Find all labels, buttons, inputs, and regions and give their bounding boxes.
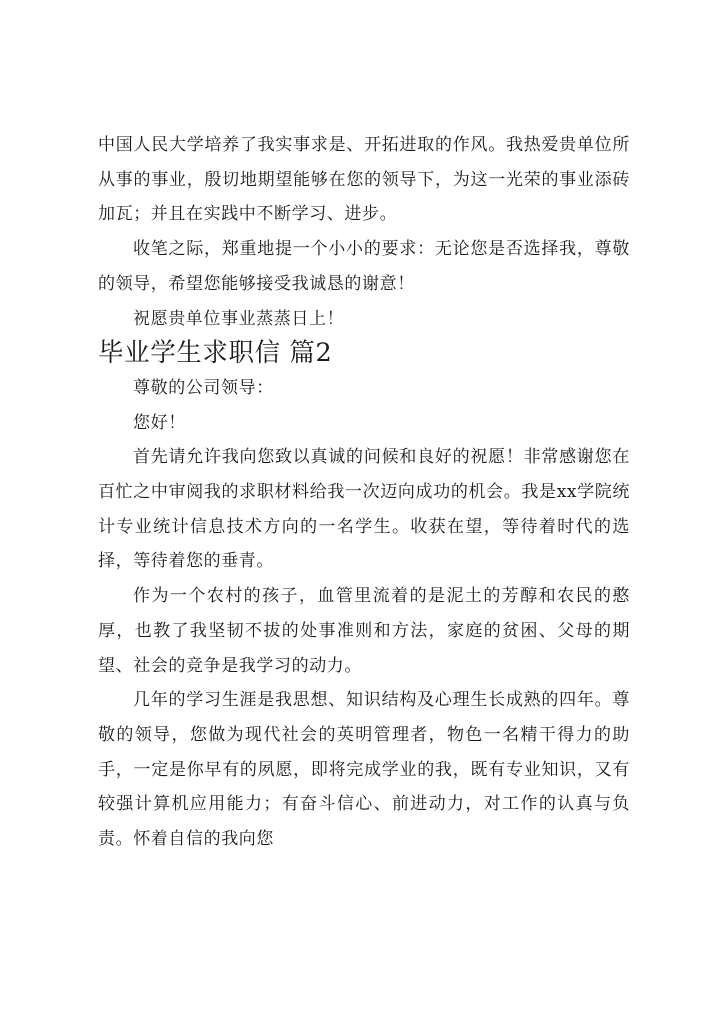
paragraph-introduction: 首先请允许我向您致以真诚的问候和良好的祝愿！非常感谢您在百忙之中审阅我的求职材料给我一次迈向成功的机会。我是xx学院统计专业统计信息技术方向的一名学生。收获在望，等待着时代的选择，等待着您的垂青。 <box>98 447 630 572</box>
paragraph-background: 作为一个农村的孩子，血管里流着的是泥土的芳醇和农民的憨厚，也教了我坚韧不拔的处事准则和方法，家庭的贫困、父母的期望、社会的竞争是我学习的动力。 <box>98 586 630 676</box>
letter-greeting: 尊敬的公司领导： <box>133 377 274 398</box>
letter-salutation: 您好！ <box>133 412 186 433</box>
paragraph-qualifications: 几年的学习生涯是我思想、知识结构及心理生长成熟的四年。尊敬的领导，您做为现代社会的英明管理者，物色一名精干得力的助手，一定是你早有的夙愿，即将完成学业的我，既有专业知识，又有较强计算机应用能力；有奋斗信心、前进动力，对工作的认真与负责。怀着自信的我向您 <box>98 690 630 850</box>
paragraph-continuation: 中国人民大学培养了我实事求是、开拓进取的作风。我热爱贵单位所从事的事业，殷切地期望能够在您的领导下，为这一光荣的事业添砖加瓦；并且在实践中不断学习、进步。 <box>98 135 630 225</box>
section-title: 毕业学生求职信 篇2 <box>98 338 333 369</box>
paragraph-closing-request: 收笔之际，郑重地提一个小小的要求：无论您是否选择我，尊敬的领导，希望您能够接受我诚恳的谢意！ <box>98 239 630 294</box>
paragraph-closing-wish: 祝愿贵单位事业蒸蒸日上！ <box>133 308 345 329</box>
document-body <box>98 128 630 857</box>
